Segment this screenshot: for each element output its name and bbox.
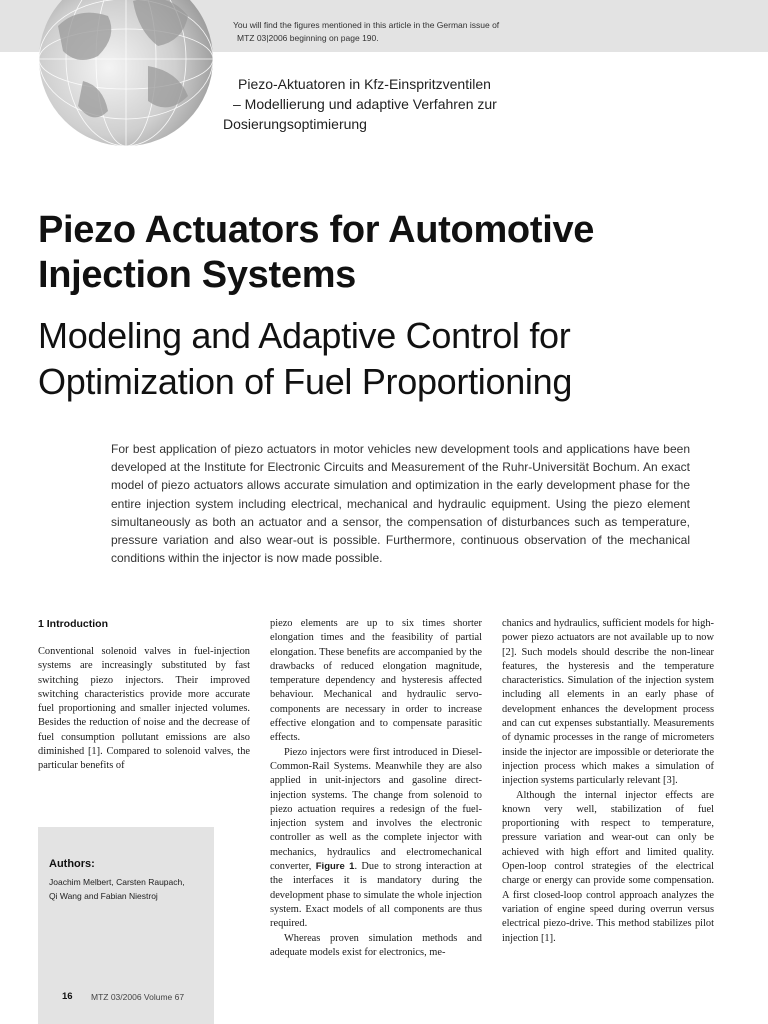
column-2 [270, 617, 482, 960]
paragraph: Conventional solenoid valves in fuel-injection systems are increasingly substituted by fast switching piezo injectors. Their improved switching characteristics provide more accurate fuel proportioning and smaller injected volumes. Besides the reduction of noise and the decrease of fuel consumption pollutant emissions are also diminished [1]. Compared to solenoid valves, the particular benefits of [38, 646, 250, 772]
section-heading: 1 Introduction [38, 618, 108, 630]
column-3 [502, 617, 714, 946]
issue-info: MTZ 03/2006 Volume 67 [91, 992, 185, 1002]
authors-line-2: Qi Wang and Fabian Niestroj [49, 891, 158, 901]
column-1 [38, 617, 250, 774]
title-line-1: Piezo Actuators for Automotive [38, 209, 595, 251]
german-title-line-1: Piezo-Aktuatoren in Kfz-Einspritzventilen [238, 76, 491, 92]
article-subtitle [38, 313, 738, 405]
figure-reference: Figure 1 [315, 861, 355, 873]
authors-box [38, 827, 214, 1024]
paragraph [270, 746, 482, 932]
paragraph: chanics and hydraulics, sufficient models for high-power piezo actuators are not available up to now [2]. Such models should describe the non-linear features, the hysteresis and the temperature characteristics. Simulation of the injection system including all elements in an early phase of development enhances the development process and can cut expenses substantially. Measurements of dynamic processes in the range of micrometers inside the injector are impossible or deteriorate the injection process which makes a simulation of injection systems particularly relevant [3]. [502, 618, 714, 787]
german-title [223, 74, 553, 134]
authors-line-1: Joachim Melbert, Carsten Raupach, [49, 877, 185, 887]
article-title [38, 208, 738, 298]
note-line-2: MTZ 03|2006 beginning on page 190. [237, 33, 379, 43]
german-title-line-2: – Modellierung und adaptive Verfahren zur [233, 96, 497, 112]
paragraph: piezo elements are up to six times shorter elongation times and the feasibility of partial elongation. These benefits are accompanied by the drawbacks of reduced elongation magnitude, temperature dependency and hysteresis affected behaviour. Mechanical and hydraulic servo-components are necessary in order to increase effective elongation and to compensate parasitic effects. [270, 618, 482, 744]
german-issue-note [233, 19, 753, 45]
authors-names [49, 875, 209, 903]
title-line-2: Injection Systems [38, 254, 357, 296]
paragraph: Whereas proven simulation methods and adequate models exist for electronics, me- [270, 932, 482, 958]
paragraph: Although the internal injector effects are known very well, stabilization of fuel proportioning with respect to temperature, pressure variation and wear-out can only be achieved with high effort and limited quality. Open-loop control strategies of the electrical charge or energy can provide some compensation. A first closed-loop control approach analyzes the variation of engine speed during overrun versus electrical piezo-drive. This method stabilizes pilot injection [1]. [502, 789, 714, 944]
note-line-1: You will find the figures mentioned in this article in the German issue of [233, 20, 500, 30]
paragraph-text: . Due to strong interaction at the interfaces it is mandatory during the development phase to simulate the whole injection system. Exact models of all components are thus required. [270, 861, 482, 930]
abstract: For best application of piezo actuators in motor vehicles new development tools and applications have been developed at the Institute for Electronic Circuits and Measurement of the Ruhr-Universität Bochum. An exact model of piezo actuators allows accurate simulation and optimization in the early development phase for the entire injection system including electrical, mechanical and hydraulic equipment. Using the piezo element simultaneously as both an actuator and a sensor, the compensation of disturbances such as temperature, pressure variation and also wear-out is possible. Furthermore, continuous observation of the mechanical conditions within the injector is now made possible. [111, 442, 690, 566]
globe-illustration [38, 0, 214, 148]
authors-heading: Authors: [49, 858, 95, 870]
subtitle-line-2: Optimization of Fuel Proportioning [38, 361, 573, 402]
page-number: 16 [62, 991, 73, 1002]
subtitle-line-1: Modeling and Adaptive Control for [38, 315, 571, 356]
paragraph-text: Piezo injectors were first introduced in Diesel-Common-Rail Systems. Meanwhile they are also applied in unit-injectors and gasoline direct-injection systems. The change from solenoid to piezo actuation requires a redesign of the fuel-injection system and involves the electronic controller as well as the complete injector with mechanics, hydraulics and electromechanical converter, [270, 746, 482, 873]
german-title-line-3: Dosierungsoptimierung [223, 116, 367, 132]
